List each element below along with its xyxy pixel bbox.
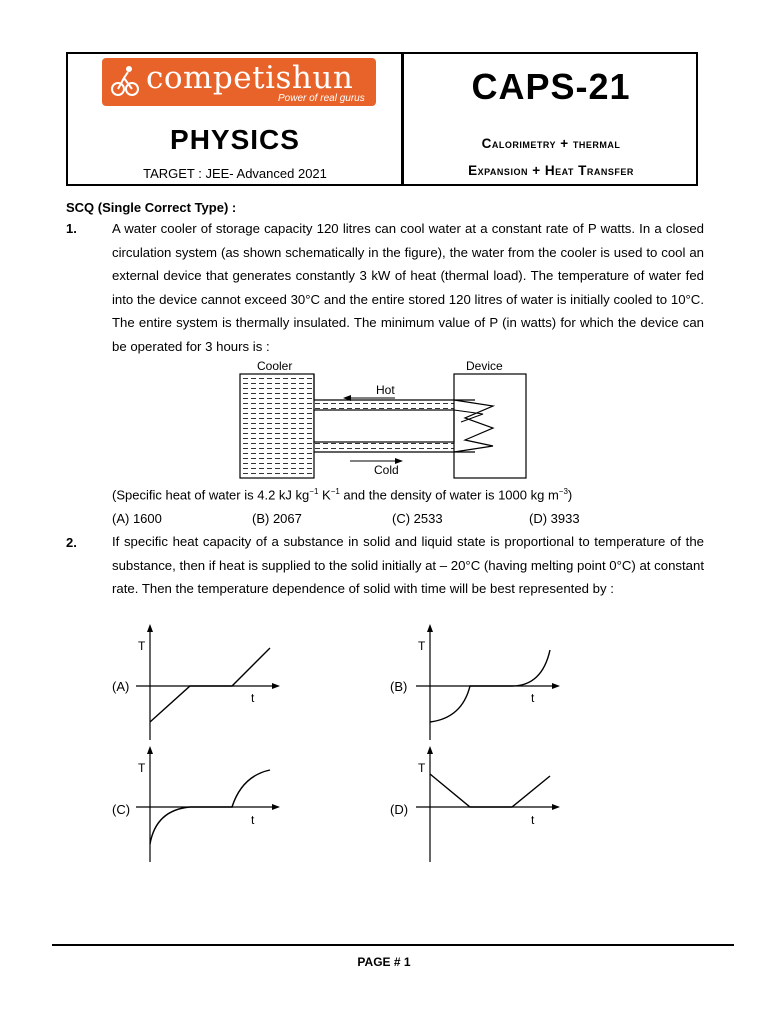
logo-text: competishun bbox=[146, 60, 354, 96]
cyclist-logo-icon bbox=[110, 64, 140, 98]
graph-d-x-axis-label: t bbox=[531, 813, 535, 827]
hot-label: Hot bbox=[376, 383, 395, 397]
q1-option-b[interactable]: (B) 2067 bbox=[252, 511, 302, 526]
graph-d[interactable] bbox=[414, 744, 564, 864]
footer-rule bbox=[52, 944, 734, 946]
graph-a-label[interactable]: (A) bbox=[112, 679, 130, 694]
logo-tagline: Power of real gurus bbox=[278, 93, 365, 104]
graph-d-curve bbox=[430, 774, 550, 807]
graph-a-curve bbox=[150, 648, 270, 722]
device-coil bbox=[454, 400, 493, 452]
question-1-text: A water cooler of storage capacity 120 litres can cool water at a constant rate of P watts. In a closed circulation system (as shown schematically in the figure), the water from the cooler is used to cool an external device that generates constantly 3 kW of heat (thermal load). The temperature of water fed into the device cannot exceed 30°C and the entire stored 120 litres of water is initially cooled to 10°C. The entire system is thermally insulated. The minimum value of P (in watts) for which the device can be operated for 3 hours is : bbox=[112, 221, 704, 354]
question-2-number: 2. bbox=[66, 535, 77, 550]
cooler-device-figure bbox=[235, 356, 535, 484]
graph-c-x-axis-label: t bbox=[251, 813, 255, 827]
graph-b-y-axis-label: T bbox=[418, 639, 426, 653]
q1-option-c[interactable]: (C) 2533 bbox=[392, 511, 443, 526]
device-box bbox=[454, 374, 526, 478]
cooler-label: Cooler bbox=[257, 359, 293, 373]
subject-title: PHYSICS bbox=[170, 124, 300, 155]
graph-d-y-axis-label: T bbox=[418, 761, 426, 775]
topic-line-1: Calorimetry + thermal bbox=[481, 136, 621, 151]
q1-option-d[interactable]: (D) 3933 bbox=[529, 511, 580, 526]
graph-d-label[interactable]: (D) bbox=[390, 802, 409, 817]
question-1-number: 1. bbox=[66, 221, 77, 236]
graph-a[interactable] bbox=[134, 622, 284, 742]
cooler-tank bbox=[240, 374, 314, 478]
topic-line-2: Expansion + Heat Transfer bbox=[468, 163, 634, 178]
graph-a-y-axis-label: T bbox=[138, 639, 146, 653]
graph-b[interactable] bbox=[414, 622, 564, 742]
cold-label: Cold bbox=[374, 463, 399, 477]
section-title: SCQ (Single Correct Type) : bbox=[66, 200, 237, 215]
question-2-text: If specific heat capacity of a substance in solid and liquid state is proportional to temperature of the substance, then if heat is supplied to the solid initially at – 20°C (having melting point 0°C) at constant rate. Then the temperature dependence of solid with time will be best represented by : bbox=[112, 534, 704, 596]
graph-c[interactable] bbox=[134, 744, 284, 864]
q1-option-a[interactable]: (A) 1600 bbox=[112, 511, 162, 526]
paper-code: CAPS-21 bbox=[471, 66, 631, 107]
graph-b-label[interactable]: (B) bbox=[390, 679, 408, 694]
graph-c-y-axis-label: T bbox=[138, 761, 146, 775]
graph-c-label[interactable]: (C) bbox=[112, 802, 131, 817]
graph-b-x-axis-label: t bbox=[531, 691, 535, 705]
specific-heat-note: (Specific heat of water is 4.2 kJ $kg^{-1}$ $K^{-1}$ and the density of water is 1000 kg $m^{-3}$) bbox=[112, 487, 573, 503]
device-label: Device bbox=[466, 359, 503, 373]
target-line: TARGET : JEE- Advanced 2021 bbox=[143, 166, 327, 181]
page-number: PAGE # 1 bbox=[357, 955, 411, 969]
graph-a-x-axis-label: t bbox=[251, 691, 255, 705]
